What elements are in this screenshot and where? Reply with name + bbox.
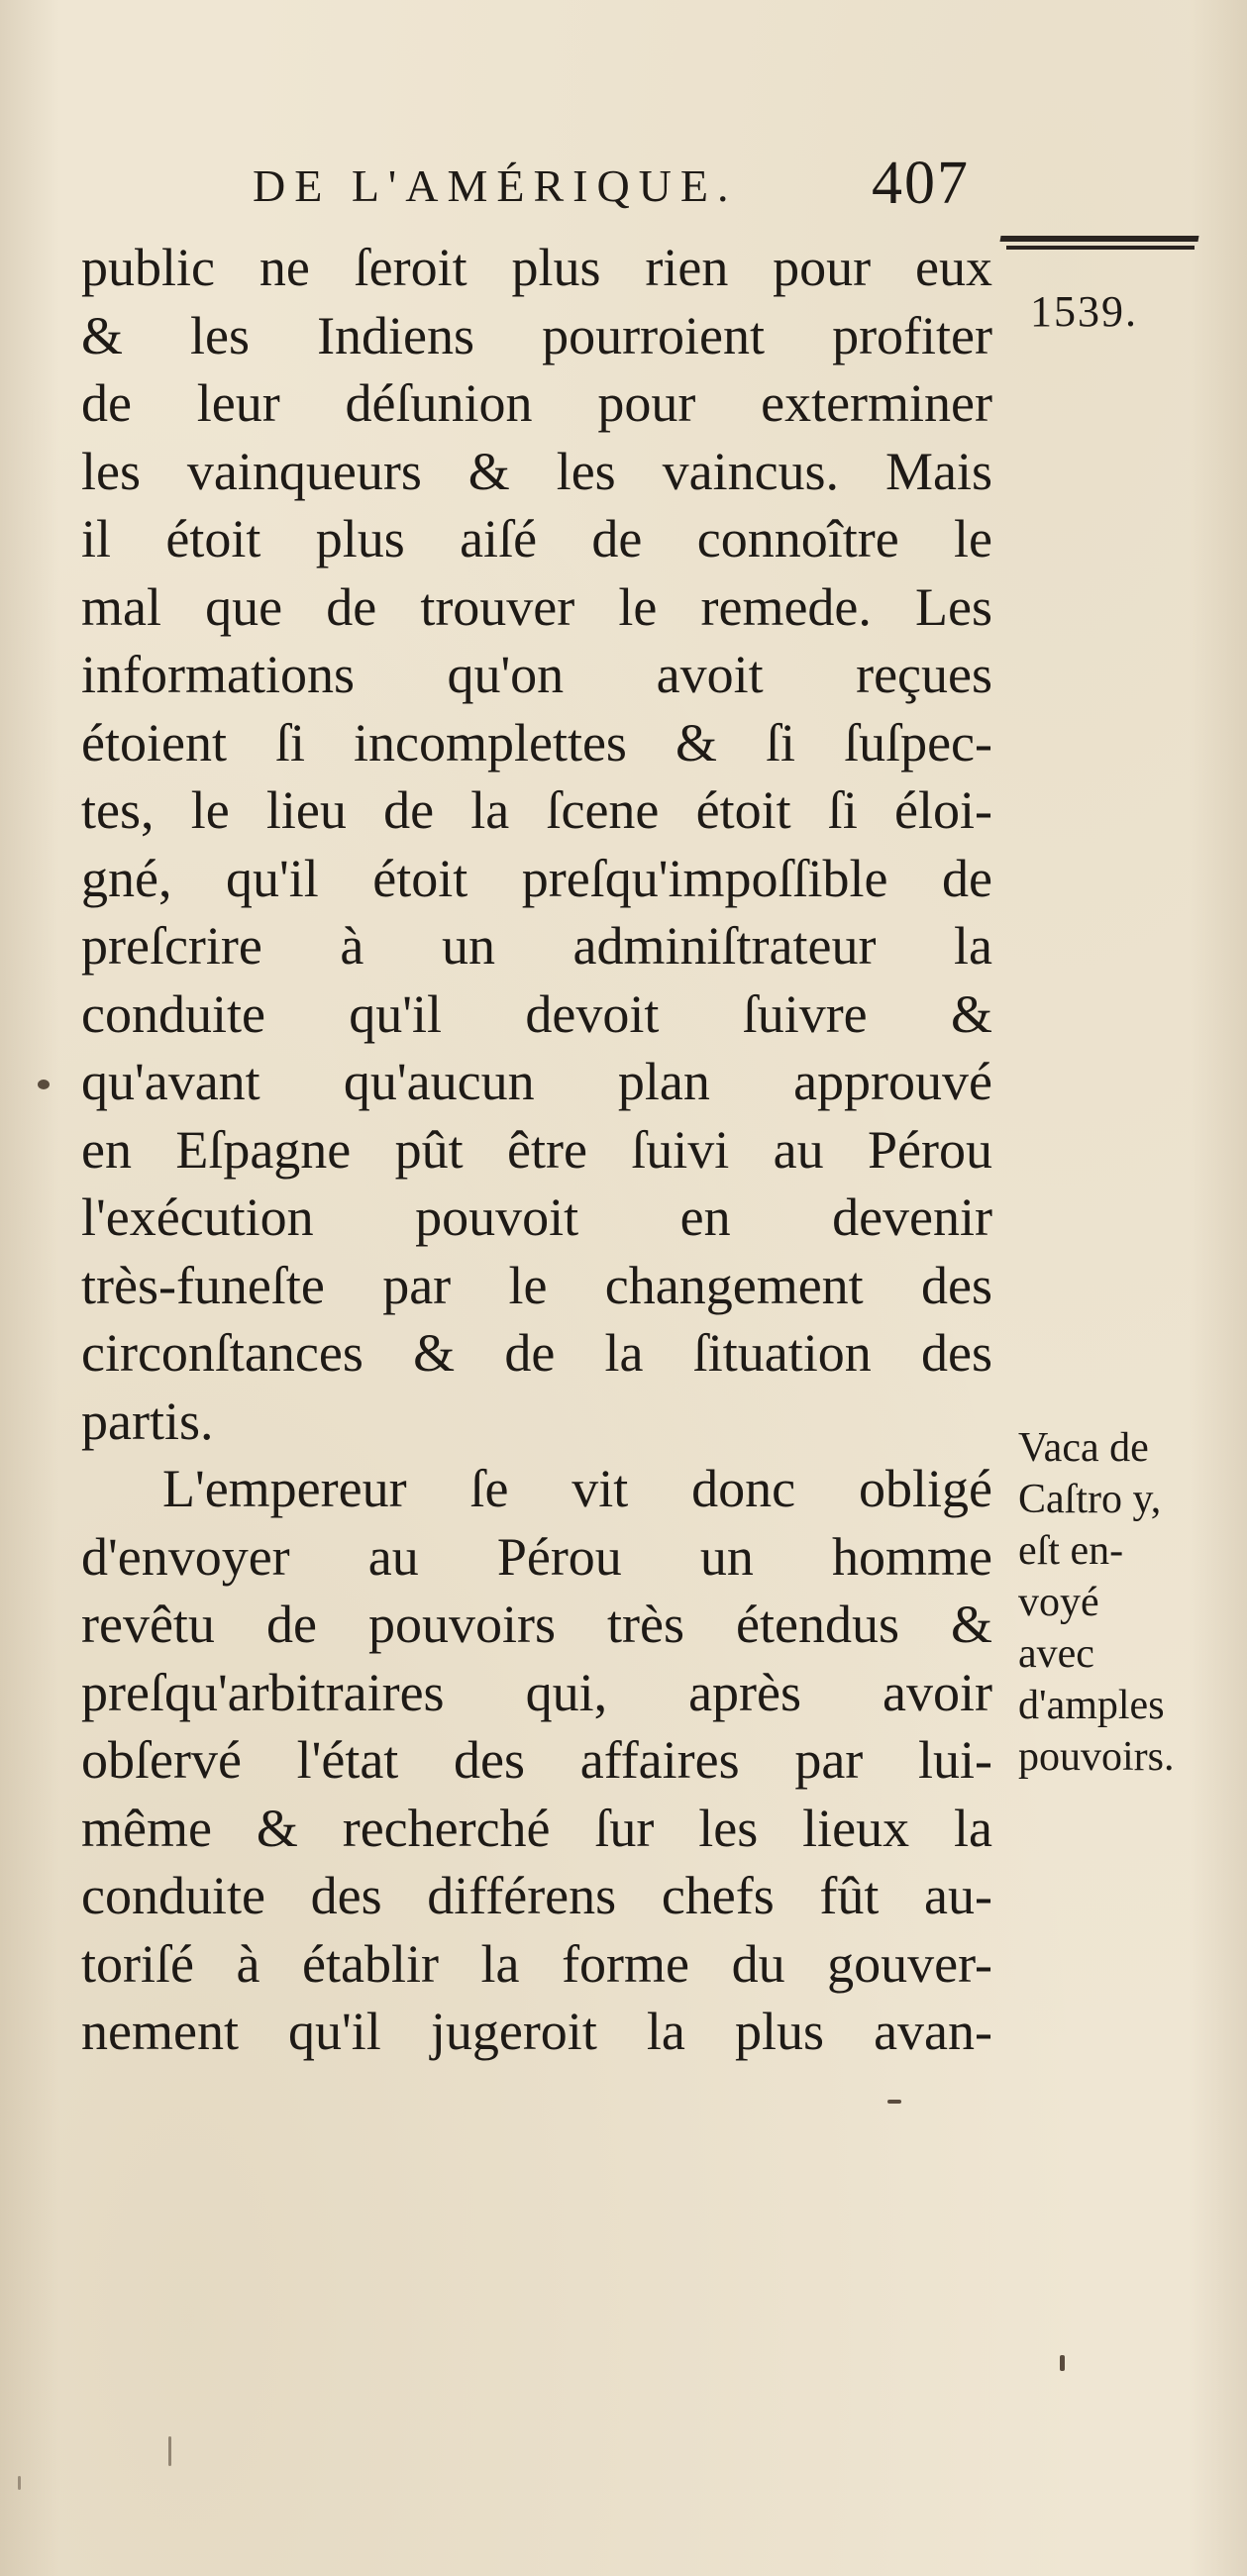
text-line: preſqu'arbitraires qui, après avoir	[81, 1662, 992, 1722]
text-line: l'exécution pouvoit en devenir	[81, 1187, 992, 1247]
ink-speck	[18, 2476, 21, 2490]
text-line: toriſé à établir la forme du gouver-	[81, 1933, 992, 1994]
ink-speck	[1060, 2355, 1065, 2371]
text-line: de leur déſunion pour exterminer	[81, 373, 992, 433]
body-text	[81, 234, 992, 2066]
running-title	[253, 156, 737, 216]
margin-year: 1539.	[1030, 287, 1138, 336]
text-line: partis.	[81, 1391, 214, 1451]
rule-bar-bottom	[1006, 246, 1195, 250]
text-line: même & recherché ſur les lieux la	[81, 1798, 992, 1858]
margin-note-line: pouvoirs.	[1018, 1734, 1175, 1780]
text-line: tes, le lieu de la ſcene étoit ſi éloi-	[81, 780, 992, 840]
margin-note-line: eſt en-	[1018, 1528, 1124, 1574]
page-number: 407	[872, 150, 970, 217]
ink-speck	[168, 2436, 171, 2466]
text-line: qu'avant qu'aucun plan approuvé	[81, 1052, 992, 1111]
running-title-prefix: DE L'	[253, 160, 406, 211]
margin-note	[1018, 1422, 1241, 1783]
running-title-main: AMÉRIQUE.	[405, 160, 738, 211]
paragraph-start-line: L'empereur ſe vit donc obligé	[162, 1459, 992, 1518]
text-line: les vainqueurs & les vaincus. Mais	[81, 441, 992, 501]
margin-note-line: avec	[1018, 1631, 1094, 1677]
text-line: gné, qu'il étoit preſqu'impoſſible de	[81, 848, 992, 908]
margin-note-line: Caſtro y,	[1018, 1477, 1162, 1522]
text-line: revêtu de pouvoirs très étendus &	[81, 1595, 992, 1654]
ink-speck	[38, 1080, 50, 1089]
text-line: il étoit plus aiſé de connoître le	[81, 509, 992, 568]
text-line: circonſtances & de la ſituation des	[81, 1323, 992, 1383]
text-line: informations qu'on avoit reçues	[81, 645, 992, 704]
margin-note-line: voyé	[1018, 1580, 1099, 1625]
text-line: mal que de trouver le remede. Les	[81, 576, 992, 637]
header-rule-ornament	[1000, 236, 1198, 254]
text-line: très-funeſte par le changement des	[81, 1255, 992, 1315]
text-line: conduite qu'il devoit ſuivre &	[81, 983, 992, 1044]
text-line: & les Indiens pourroient profiter	[81, 305, 992, 365]
margin-note-line: d'amples	[1018, 1683, 1165, 1728]
text-line: public ne ſeroit plus rien pour eux	[81, 238, 992, 297]
text-line: en Eſpagne pût être ſuivi au Pérou	[81, 1119, 992, 1180]
text-line: conduite des différens chefs fût au-	[81, 1866, 992, 1925]
text-line: preſcrire à un adminiſtrateur la	[81, 916, 992, 976]
text-line: nement qu'il jugeroit la plus avan-	[81, 2002, 992, 2061]
rule-bar-top	[999, 236, 1198, 242]
text-line: obſervé l'état des affaires par lui-	[81, 1730, 992, 1790]
text-line: étoient ſi incomplettes & ſi ſuſpec-	[81, 712, 992, 773]
margin-note-line: Vaca de	[1018, 1425, 1149, 1471]
ink-speck	[887, 2100, 901, 2104]
text-line: d'envoyer au Pérou un homme	[81, 1526, 992, 1587]
